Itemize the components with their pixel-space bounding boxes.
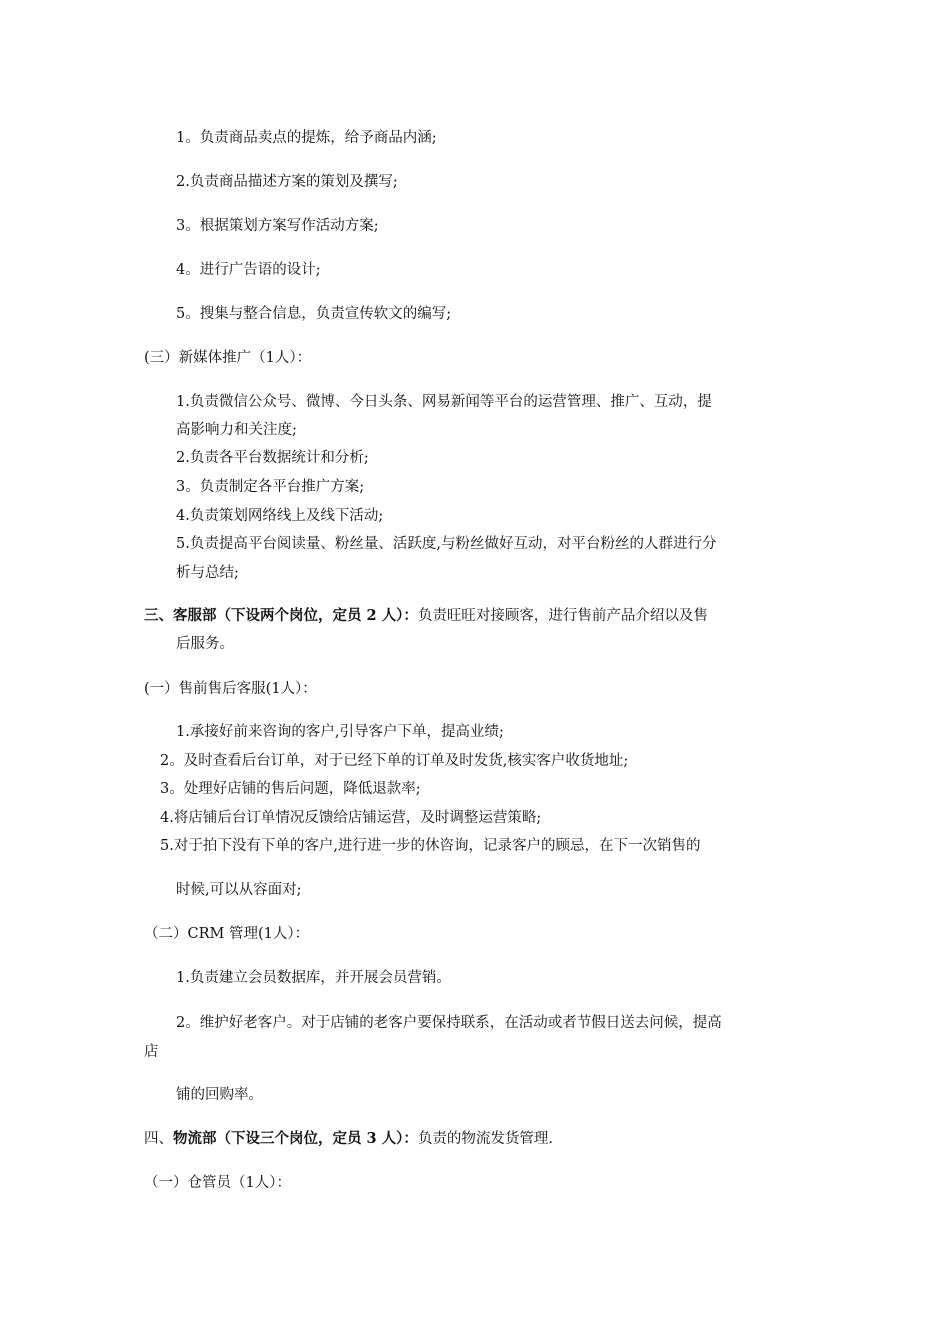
section-heading: (一）售前售后客服(1人）： <box>144 681 317 697</box>
text-line: 4。进行广告语的设计; <box>176 262 321 278</box>
text-line: 3。根据策划方案写作活动方案; <box>176 218 379 234</box>
text-line: 3。负责制定各平台推广方案; <box>176 479 365 495</box>
text-line: 铺的回购率。 <box>176 1087 263 1103</box>
heading-bold: 三、客服部（下设两个岗位，定员 2 人）： <box>144 607 418 624</box>
department-heading <box>144 1129 553 1149</box>
heading-number: 四、 <box>144 1131 173 1147</box>
text-line: 2。维护好老客户。对于店铺的老客户要保持联系，在活动或者节假日送去问候，提高 <box>176 1015 722 1031</box>
text-line: 1。负责商品卖点的提炼，给予商品内涵; <box>176 130 437 146</box>
heading-bold: 物流部（下设三个岗位，定员 3 人）： <box>173 1130 418 1147</box>
department-heading <box>144 606 708 626</box>
text-line: 2。及时查看后台订单，对于已经下单的订单及时发货,核实客户收货地址; <box>160 753 629 769</box>
text-line: 2.负责商品描述方案的策划及撰写; <box>176 174 398 190</box>
text-line: 1.承接好前来咨询的客户,引导客户下单，提高业绩; <box>176 724 504 740</box>
text-line: 店 <box>144 1044 159 1060</box>
text-line: 2.负责各平台数据统计和分析; <box>176 450 369 466</box>
text-line: 5。搜集与整合信息，负责宣传软文的编写; <box>176 306 452 322</box>
text-line: 4.将店铺后台订单情况反馈给店铺运营，及时调整运营策略; <box>160 810 542 826</box>
text-line: 1.负责微信公众号、微博、今日头条、网易新闻等平台的运营管理、推广、互动，提 <box>176 394 712 410</box>
heading-description: 负责旺旺对接顾客，进行售前产品介绍以及售 <box>417 608 708 624</box>
section-heading: (三）新媒体推广（1人）： <box>144 350 312 366</box>
text-line: 5.负责提高平台阅读量、粉丝量、活跃度,与粉丝做好互动，对平台粉丝的人群进行分 <box>176 536 717 552</box>
text-line: 1.负责建立会员数据库，并开展会员营销。 <box>176 970 451 986</box>
text-line: 4.负责策划网络线上及线下活动; <box>176 508 384 524</box>
text-line: 后服务。 <box>176 636 234 652</box>
section-heading: （二）CRM 管理(1人）： <box>144 926 310 942</box>
heading-description: 负责的物流发货管理. <box>417 1131 554 1147</box>
text-line: 析与总结; <box>176 565 239 581</box>
section-heading: （一）仓管员（1人）： <box>144 1175 291 1191</box>
text-line: 高影响力和关注度; <box>176 422 297 438</box>
text-line: 时候,可以从容面对; <box>176 882 302 898</box>
text-line: 5.对于拍下没有下单的客户,进行进一步的休咨询，记录客户的顾忌，在下一次销售的 <box>160 838 701 854</box>
text-line: 3。处理好店铺的售后问题，降低退款率; <box>160 781 421 797</box>
